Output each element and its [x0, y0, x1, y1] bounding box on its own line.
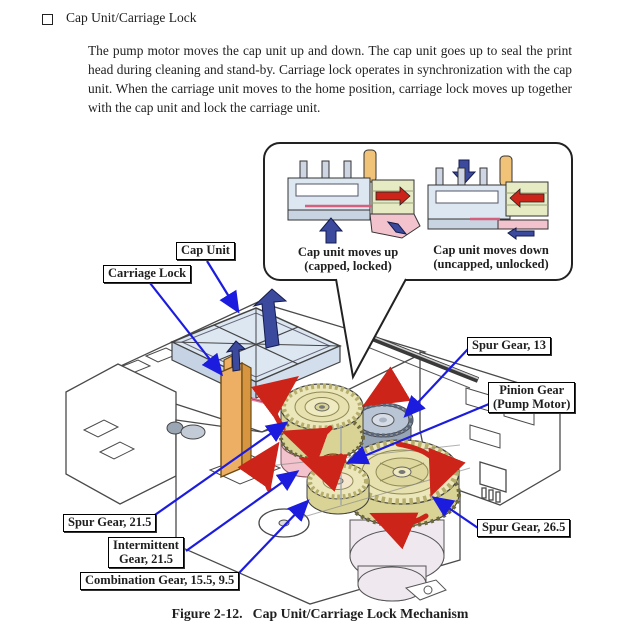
section-heading: Cap Unit/Carriage Lock — [66, 10, 197, 25]
callout-caption-down: Cap unit moves down (uncapped, unlocked) — [433, 243, 549, 271]
section-checkbox-icon — [42, 14, 53, 25]
callout-caption-up: Cap unit moves up (capped, locked) — [297, 245, 399, 273]
chassis-left-wall — [66, 364, 176, 504]
body-paragraph: The pump motor moves the cap unit up and down. The cap unit goes up to seal the print head during cleaning and stand-by. Carriage lock operates in synchronization with the cap unit. When the carriage unit moves to the home position, carriage lock moves up together with the cap unit and lock the carriage unit. — [88, 43, 572, 115]
label-intermittent-gear: Intermittent Gear, 21.5 — [108, 537, 184, 568]
pump-drum — [350, 520, 446, 601]
label-carriage-lock: Carriage Lock — [103, 265, 191, 283]
label-spur-gear-13: Spur Gear, 13 — [467, 337, 551, 355]
label-combination-gear: Combination Gear, 15.5, 9.5 — [80, 572, 239, 590]
label-cap-unit: Cap Unit — [176, 242, 235, 260]
label-spur-gear-26-5: Spur Gear, 26.5 — [477, 519, 570, 537]
mini-lock-up — [364, 150, 376, 182]
label-spur-gear-21-5: Spur Gear, 21.5 — [63, 514, 156, 532]
figure-caption: Figure 2-12. Cap Unit/Carriage Lock Mechanism — [171, 606, 469, 621]
label-pinion-gear: Pinion Gear (Pump Motor) — [488, 382, 575, 413]
mini-cam-down — [498, 220, 548, 229]
